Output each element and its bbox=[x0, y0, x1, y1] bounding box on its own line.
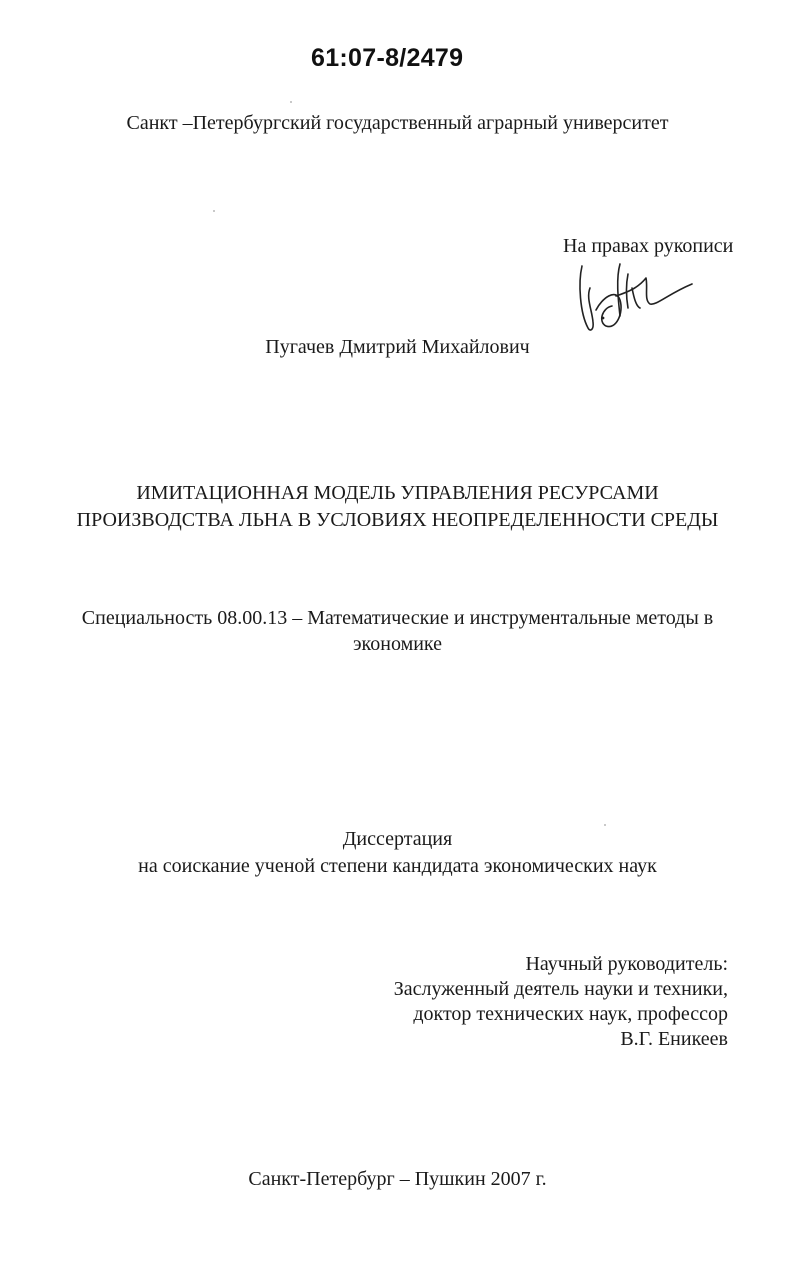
supervisor-line: В.Г. Еникеев bbox=[620, 1028, 728, 1050]
archive-code-stamp: 61:07-8/2479 bbox=[311, 44, 464, 72]
scan-speck bbox=[290, 101, 292, 103]
dissertation-type bbox=[0, 826, 795, 880]
title-line: ПРОИЗВОДСТВА ЛЬНА В УСЛОВИЯХ НЕОПРЕДЕЛЕННОСТИ СРЕДЫ bbox=[76, 509, 719, 531]
supervisor-line: Заслуженный деятель науки и техники, bbox=[393, 978, 728, 1000]
supervisor-line: доктор технических наук, профессор bbox=[413, 1003, 728, 1025]
title-line: ИМИТАЦИОННАЯ МОДЕЛЬ УПРАВЛЕНИЯ РЕСУРСАМИ bbox=[136, 482, 659, 504]
dissertation-title bbox=[0, 480, 795, 534]
place-and-year: Санкт-Петербург – Пушкин 2007 г. bbox=[248, 1168, 547, 1190]
author-name: Пугачев Дмитрий Михайлович bbox=[265, 336, 530, 358]
scan-speck bbox=[213, 210, 215, 212]
scientific-supervisor bbox=[394, 952, 728, 1052]
dissertation-heading: Диссертация bbox=[342, 828, 453, 850]
specialty bbox=[0, 605, 795, 657]
scan-speck bbox=[604, 824, 606, 826]
supervisor-line: Научный руководитель: bbox=[525, 953, 728, 975]
manuscript-rights-note: На правах рукописи bbox=[563, 235, 734, 257]
university-name: Санкт –Петербургский государственный аграрный университет bbox=[126, 112, 669, 134]
specialty-line: Специальность 08.00.13 – Математические и инструментальные методы в bbox=[81, 607, 714, 629]
dissertation-subtitle: на соискание ученой степени кандидата экономических наук bbox=[138, 855, 657, 877]
specialty-line: экономике bbox=[352, 633, 443, 655]
author-signature bbox=[576, 258, 696, 338]
